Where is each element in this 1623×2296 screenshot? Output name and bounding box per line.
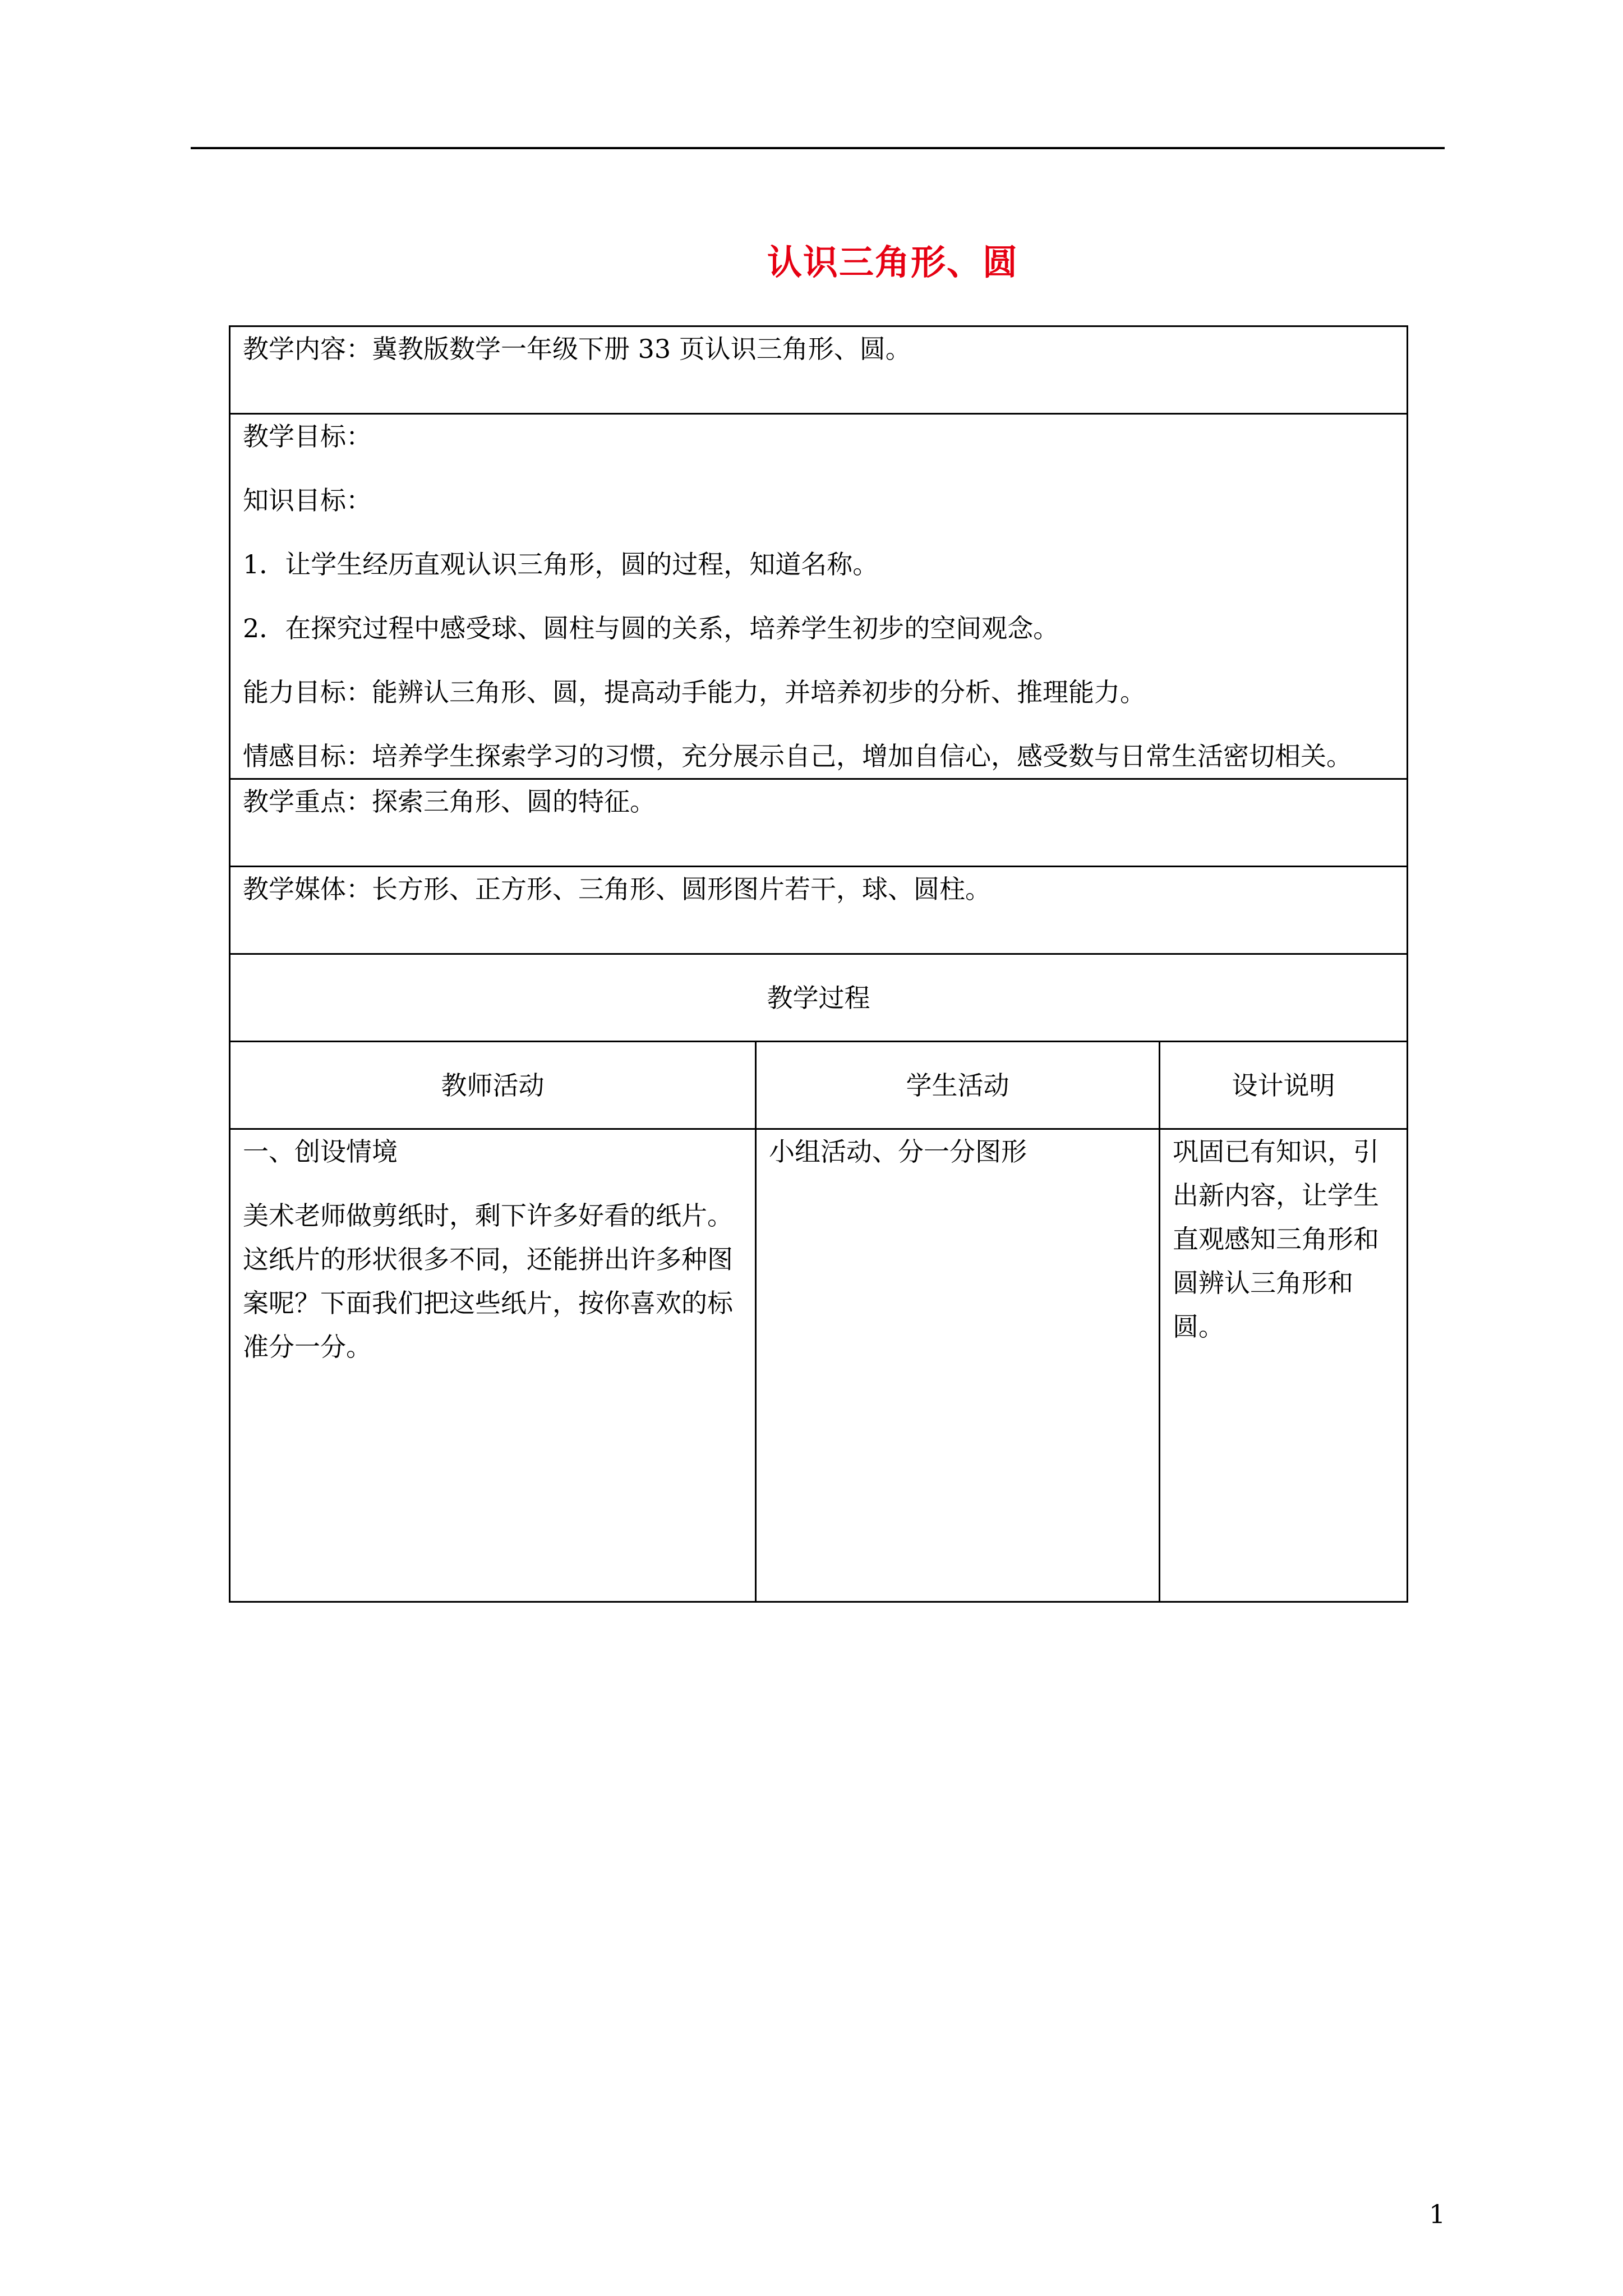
column-header-row xyxy=(230,1042,1408,1129)
knowledge-goal-heading: 知识目标： xyxy=(243,485,372,516)
design-note-text: 巩固已有知识，引出新内容，让学生直观感知三角形和圆辨认三角形和圆。 xyxy=(1173,1137,1379,1342)
goals-row xyxy=(230,414,1408,779)
process-row xyxy=(230,1129,1408,1602)
column-header-teacher: 教师活动 xyxy=(230,1042,756,1129)
process-heading-row xyxy=(230,954,1408,1042)
teacher-activity-text: 美术老师做剪纸时，剩下许多好看的纸片。这纸片的形状很多不同，还能拼出许多种图案呢？下面我们把这些纸片，按你喜欢的标准分一分。 xyxy=(243,1200,733,1362)
process-heading: 教学过程 xyxy=(230,954,1408,1042)
ability-goal: 能力目标：能辨认三角形、圆，提高动手能力，并培养初步的分析、推理能力。 xyxy=(243,677,1146,707)
content-row xyxy=(230,326,1408,414)
goals-heading: 教学目标： xyxy=(243,421,372,452)
column-header-design: 设计说明 xyxy=(1160,1042,1408,1129)
student-activity-cell xyxy=(756,1129,1160,1602)
key-point-row xyxy=(230,779,1408,867)
teaching-key-point: 教学重点：探索三角形、圆的特征。 xyxy=(230,779,1408,867)
design-note-cell xyxy=(1160,1129,1408,1602)
media-row xyxy=(230,867,1408,954)
lesson-plan-table xyxy=(229,325,1408,1603)
knowledge-goal-item-1: 1．让学生经历直观认识三角形，圆的过程，知道名称。 xyxy=(243,549,879,579)
header-rule xyxy=(191,147,1445,149)
student-activity-text: 小组活动、分一分图形 xyxy=(769,1137,1027,1167)
page-number: 1 xyxy=(1429,2199,1446,2229)
document-title: 认识三角形、圆 xyxy=(767,242,1018,283)
emotion-goal: 情感目标：培养学生探索学习的习惯，充分展示自己，增加自信心，感受数与日常生活密切相关。 xyxy=(243,741,1352,771)
teaching-media: 教学媒体：长方形、正方形、三角形、圆形图片若干，球、圆柱。 xyxy=(230,867,1408,954)
column-header-student: 学生活动 xyxy=(756,1042,1160,1129)
teacher-activity-title: 一、创设情境 xyxy=(243,1137,398,1167)
knowledge-goal-item-2: 2．在探究过程中感受球、圆柱与圆的关系，培养学生初步的空间观念。 xyxy=(243,613,1059,643)
teaching-content: 教学内容：冀教版数学一年级下册 33 页认识三角形、圆。 xyxy=(230,326,1408,414)
teacher-activity-cell xyxy=(230,1129,756,1602)
